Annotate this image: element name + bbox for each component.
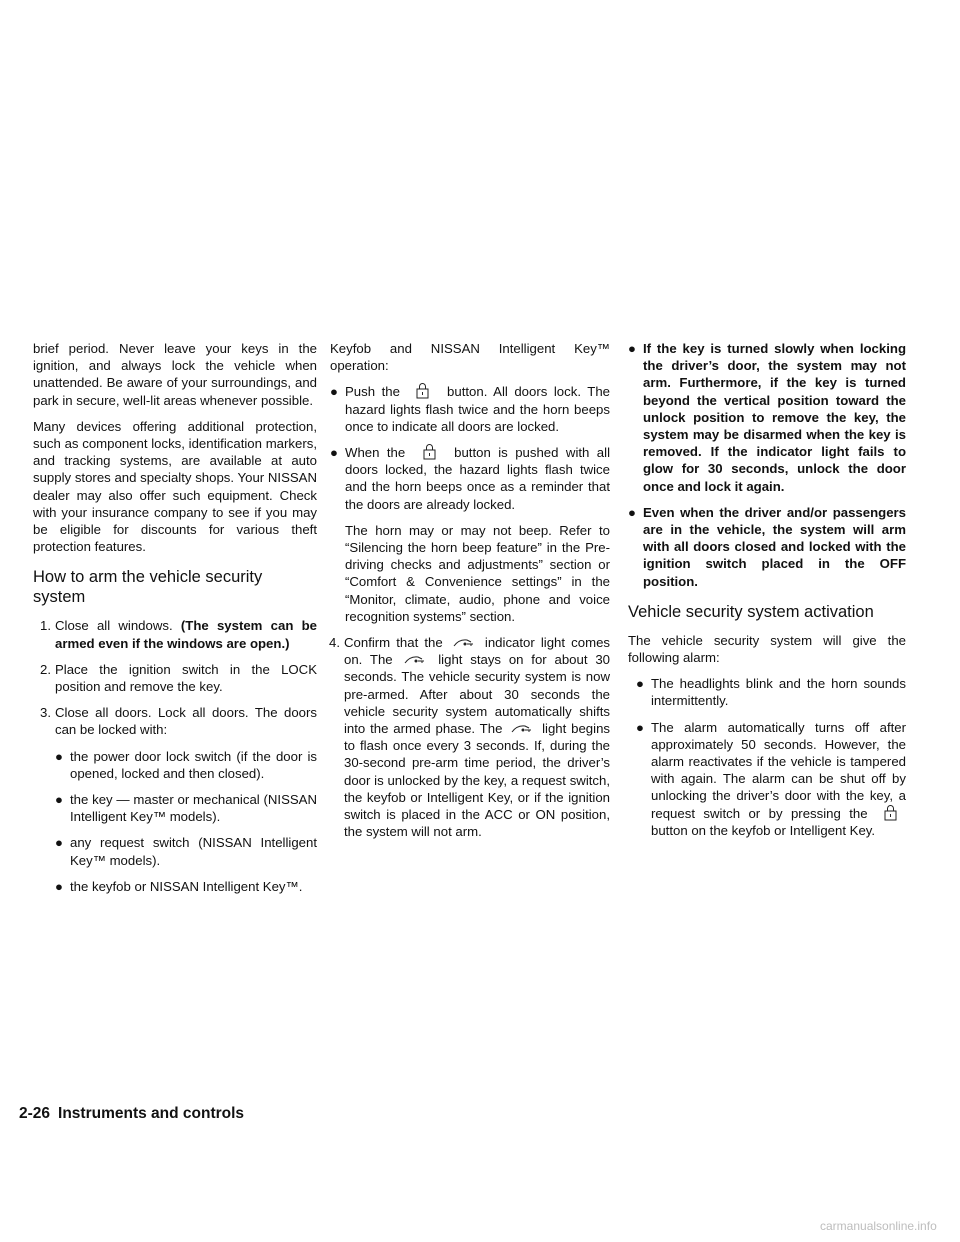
- column-2: [330, 340, 610, 849]
- step-text: Close all doors. Lock all doors. The doors can be locked with:: [55, 705, 317, 738]
- step-2: [33, 661, 317, 695]
- list-item-text: When the: [345, 445, 406, 461]
- bullet-icon: ●: [330, 384, 338, 400]
- bullet-icon: ●: [55, 748, 63, 764]
- list-item: [55, 791, 317, 825]
- step-number: 1.: [40, 618, 51, 634]
- list-item: [330, 444, 610, 513]
- security-indicator-icon: [509, 722, 535, 736]
- security-indicator-icon: [451, 636, 477, 650]
- column-3: [628, 340, 906, 848]
- step-text: Close all windows.: [55, 618, 181, 634]
- list-item: [330, 383, 610, 435]
- bullet-icon: ●: [628, 504, 636, 520]
- list-item: [636, 675, 906, 709]
- step-note: (The system can be armed even if the windows are open.): [55, 618, 317, 651]
- step-number: 3.: [40, 705, 51, 721]
- warning-text: Even when the driver and/or passengers are in the vehicle, the system will arm with all doors closed and locked with the ignition switch placed in the OFF position.: [643, 504, 906, 589]
- section-heading-activation: Vehicle security system activation: [628, 602, 874, 621]
- list-item-text: button is pushed with all doors locked, the hazard lights flash twice and the horn beeps once as a reminder that the doors are already locked.: [345, 445, 611, 512]
- list-item: [55, 878, 317, 895]
- column-1: [33, 340, 317, 904]
- bullet-icon: ●: [330, 445, 338, 461]
- list-item-text: any request switch (NISSAN Intelligent Key™ models).: [70, 835, 317, 868]
- bullet-icon: ●: [636, 676, 644, 692]
- list-item-text: the keyfob or NISSAN Intelligent Key™.: [70, 878, 303, 894]
- list-item: [55, 834, 317, 868]
- list-item-text: the power door lock switch (if the door is opened, locked and then closed).: [70, 748, 317, 781]
- step-text: indicator light comes on. The: [344, 635, 610, 668]
- page-footer: [19, 1105, 244, 1123]
- list-item: [636, 719, 906, 839]
- bullet-icon: ●: [55, 878, 63, 894]
- page-number: 2-26: [19, 1105, 51, 1122]
- security-indicator-icon: [402, 653, 428, 667]
- bullet-icon: ●: [628, 341, 636, 356]
- list-item-text: Push the: [345, 384, 400, 400]
- section-title: Instruments and controls: [58, 1105, 245, 1122]
- watermark: carmanualsonline.info: [820, 1219, 937, 1233]
- step-text: Place the ignition switch in the LOCK position and remove the key.: [55, 661, 317, 695]
- paragraph-intro: brief period. Never leave your keys in the ignition, and always lock the vehicle when unattended. Be aware of your surroundings, and park in secure, well-lit areas whenever possible.: [33, 341, 317, 408]
- lock-button-icon: [878, 805, 904, 821]
- bullet-icon: ●: [55, 835, 63, 851]
- paragraph-alarm-intro: The vehicle security system will give the following alarm:: [628, 632, 906, 666]
- warning-text: If the key is turned slowly when locking the driver’s door, the system may not arm. Furthermore, if the key is turned beyond the vertical position toward the unlock position to remove the key, the system may be disarmed when the key is removed. If the indicator light fails to glow for 30 seconds, unlock the door once and lock it again.: [643, 341, 906, 494]
- list-item-text: the key — master or mechanical (NISSAN Intelligent Key™ models).: [70, 792, 317, 825]
- warning-item: [628, 504, 906, 590]
- list-item-text: The headlights blink and the horn sounds intermittently.: [651, 676, 906, 709]
- lock-button-icon: [415, 444, 445, 460]
- list-item-text: The alarm automatically turns off after approximately 50 seconds. However, the alarm reactivates if the vehicle is tampered with again. The alarm can be shut off by unlocking the driver’s door with the key, a request switch or by pressing the: [651, 719, 906, 821]
- list-item-text: button. All doors lock. The hazard lights flash twice and the horn beeps once to indicate all doors are locked.: [345, 384, 611, 434]
- step-text: light stays on for about 30 seconds. The vehicle security system is now pre-armed. After about 30 seconds the vehicle security system automatically shifts into the armed phase. The: [344, 652, 610, 737]
- step-1: [33, 617, 317, 651]
- step-text: light begins to flash once every 3 seconds. If, during the 30-second pre-arm time period, the driver’s door is unlocked by the key, a request switch, the keyfob or Intelligent Key, or if the ignition switch is placed in the ACC or ON position, the system will not arm.: [344, 721, 611, 840]
- paragraph-keyfob-intro: Keyfob and NISSAN Intelligent Key™ operation:: [330, 341, 610, 374]
- section-heading-arm: How to arm the vehicle security system: [33, 568, 263, 607]
- list-item: [55, 748, 317, 782]
- bullet-icon: ●: [636, 719, 644, 735]
- lock-button-icon: [408, 383, 438, 399]
- step-3: [33, 704, 317, 738]
- list-item-text: button on the keyfob or Intelligent Key.: [651, 822, 876, 838]
- step-number: 2.: [40, 661, 51, 677]
- warning-item: [628, 340, 906, 495]
- lock-methods-list: [55, 748, 317, 895]
- step-number: 4.: [329, 635, 340, 651]
- paragraph-horn: The horn may or may not beep. Refer to “Silencing the horn beep feature” in the Pre-driving checks and adjustments” section or “Comfort & Convenience settings” in the “Monitor, climate, audio, phone and voice recognition systems” section.: [345, 522, 610, 624]
- bullet-icon: ●: [55, 792, 63, 808]
- paragraph-devices: Many devices offering additional protection, such as component locks, identification markers, and tracking systems, are available at auto supply stores and specialty shops. Your NISSAN dealer may also offer such equipment. Check with your insurance company to see if you may be eligible for discounts for various theft protection features.: [33, 418, 317, 555]
- step-4: [308, 634, 610, 840]
- step-text: Confirm that the: [344, 635, 443, 651]
